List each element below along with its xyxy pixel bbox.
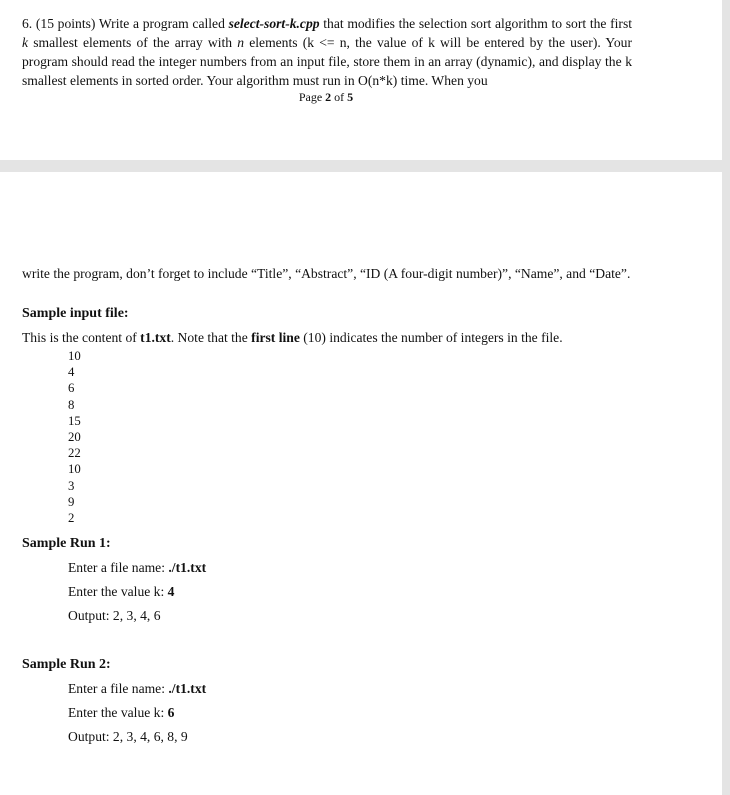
number-line: 15 — [68, 413, 81, 428]
number-line: 10 — [68, 462, 81, 477]
page-3-top — [0, 172, 722, 795]
number-line: 6 — [68, 381, 75, 396]
number-line: 10 — [68, 349, 81, 363]
question-6-text: 6. (15 points) Write a program called select-sort-k.cpp that modifies the selection sort algorithm to sort the first k smallest elements of the array with n elements (k <= n, the value of k will be entered by the user). Your program should read the integer numbers from an input file, store them in an array (dynamic), and display the k smallest elements in sorted order. Your algorithm must run in O(n*k) time. When you — [22, 16, 633, 88]
sample-run-1-heading: Sample Run 1: — [22, 536, 111, 551]
run1-file-prompt: Enter a file name: ./t1.txt — [68, 560, 207, 575]
run1-k-prompt: Enter the value k: 4 — [68, 584, 175, 599]
run2-output: Output: 2, 3, 4, 6, 8, 9 — [68, 729, 188, 744]
sample-input-numbers — [68, 348, 81, 526]
number-line: 9 — [68, 494, 75, 509]
number-line: 8 — [68, 397, 75, 412]
number-line: 2 — [68, 510, 75, 525]
sample-run-2-heading: Sample Run 2: — [22, 657, 111, 672]
number-line: 22 — [68, 446, 81, 461]
run1-output: Output: 2, 3, 4, 6 — [68, 608, 161, 623]
continuation-text: write the program, don’t forget to include “Title”, “Abstract”, “ID (A four-digit number)”, “Name”, and “Date”. — [22, 266, 631, 281]
number-line: 20 — [68, 429, 81, 444]
page-number-footer: Page 2 of 5 — [298, 90, 354, 104]
sample-input-heading: Sample input file: — [22, 306, 129, 321]
run2-file-prompt: Enter a file name: ./t1.txt — [68, 681, 207, 696]
number-line: 3 — [68, 478, 75, 493]
program-name: select-sort-k.cpp — [228, 16, 320, 31]
run2-k-prompt: Enter the value k: 6 — [68, 705, 175, 720]
sample-input-description: This is the content of t1.txt. Note that the first line (10) indicates the number of integers in the file. — [22, 330, 563, 345]
number-line: 4 — [68, 365, 75, 380]
page-2-bottom — [0, 0, 722, 160]
